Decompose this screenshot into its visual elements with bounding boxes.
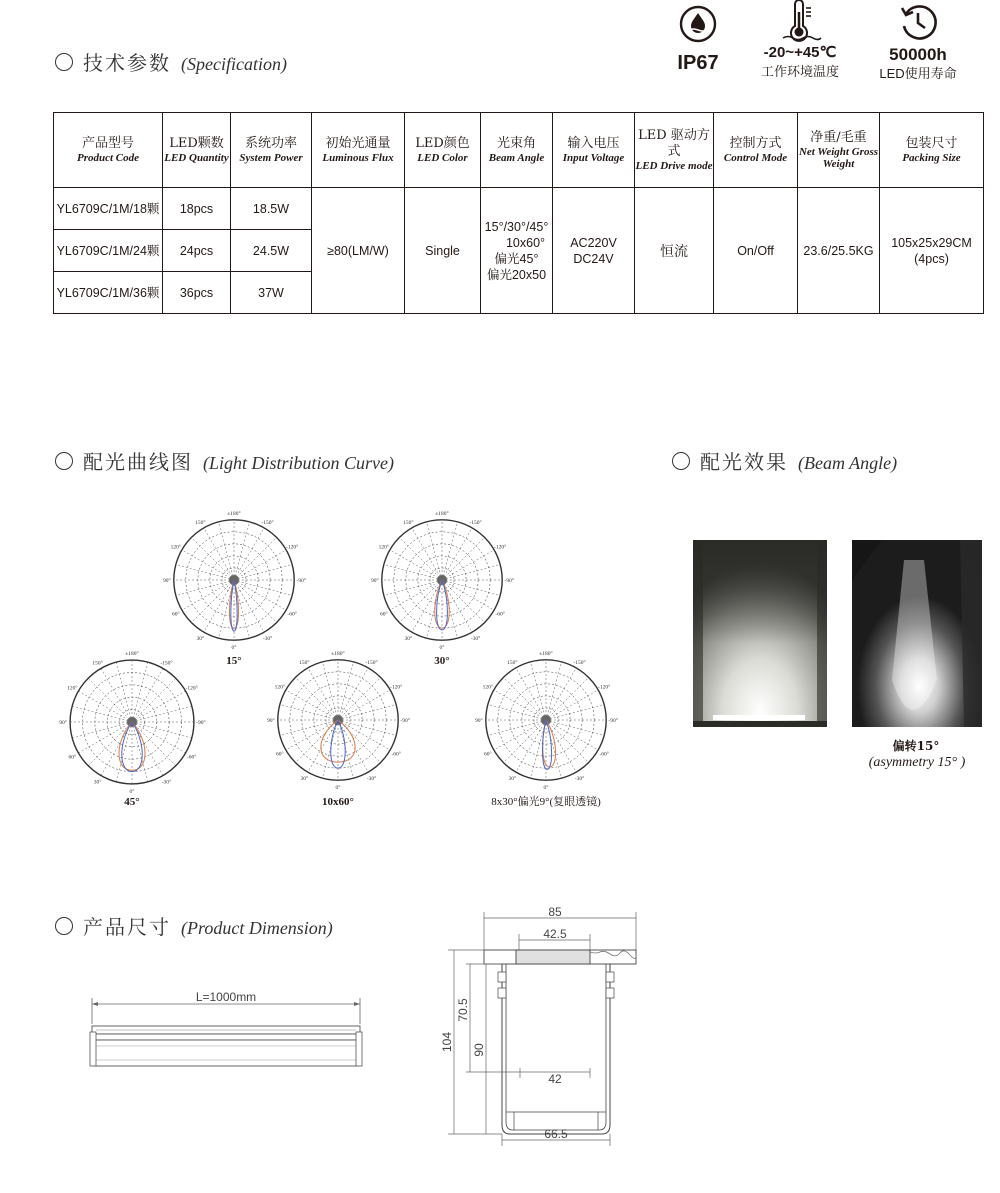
polar-spoke: [390, 580, 442, 610]
polar-spoke: [234, 580, 286, 610]
polar-tick-label: 0°: [543, 785, 549, 792]
side-view-drawing: [86, 988, 366, 1072]
header-weight: 净重/毛重 Net Weight Gross Weight: [798, 113, 880, 188]
polar-spoke: [503, 677, 546, 720]
polar-spoke: [384, 580, 442, 596]
temperature-badge: [750, 0, 850, 80]
polar-spoke: [234, 550, 286, 580]
clock-icon: [898, 2, 938, 42]
polar-spoke: [412, 528, 442, 580]
top-width-label: 85: [548, 905, 562, 919]
polar-tick-label: 120°: [378, 544, 390, 551]
polar-grid: [164, 510, 304, 650]
polar-spoke: [116, 722, 132, 782]
polar-spoke: [546, 690, 598, 720]
polar-tick-label: 60°: [379, 611, 388, 618]
polar-tick-label: -120°: [185, 685, 198, 692]
beam-caption-en: (asymmetry 15° ): [868, 755, 966, 770]
section-bullet-icon: [55, 53, 73, 71]
polar-tick-label: 60°: [171, 611, 180, 618]
polar-tick-label: 30°: [93, 779, 102, 786]
polar-spoke: [286, 690, 338, 720]
polar-spoke: [338, 668, 368, 720]
header-product-code: 产品型号 Product Code: [54, 113, 163, 188]
ip-badge: [670, 4, 726, 74]
polar-spoke: [191, 580, 234, 623]
polar-spoke: [132, 691, 186, 722]
polar-tick-label: 60°: [275, 751, 284, 758]
header-luminous-flux: 初始光通量 Luminous Flux: [312, 113, 405, 188]
polar-spoke: [442, 550, 494, 580]
polar-spoke: [384, 564, 442, 580]
polar-spoke: [322, 662, 338, 720]
temperature-label: 工作环境温度: [760, 64, 839, 79]
polar-spoke: [295, 677, 338, 720]
cell-qty: 36pcs: [163, 272, 231, 314]
section-bullet-icon: [672, 452, 690, 470]
header-led-color: LED颜色 LED Color: [405, 113, 481, 188]
cell-weight: 23.6/25.5KG: [798, 188, 880, 314]
polar-spoke: [182, 580, 234, 610]
polar-tick-label: 120°: [67, 685, 78, 692]
polar-spoke: [338, 677, 381, 720]
polar-spoke: [488, 704, 546, 720]
cross-section-drawing: [440, 900, 640, 1150]
header-system-power: 系统功率 System Power: [231, 113, 312, 188]
beam-section-title: 配光效果 (Beam Angle): [672, 446, 897, 475]
inner-top-label: 42.5: [543, 927, 567, 941]
polar-spoke: [442, 522, 458, 580]
polar-tick-label: -60°: [391, 751, 401, 758]
polar-spoke: [546, 662, 562, 720]
polar-chart-10x60: [268, 650, 408, 790]
cell-code: YL6709C/1M/36颗: [54, 272, 163, 314]
polar-tick-label: -30°: [574, 776, 585, 783]
cell-power: 24.5W: [231, 230, 312, 272]
polar-grid: [372, 510, 512, 650]
curve-section-title: 配光曲线图 (Light Distribution Curve): [55, 446, 394, 475]
polar-tick-label: ±180°: [227, 510, 241, 517]
polar-tick-label: 150°: [92, 660, 103, 667]
polar-tick-label: 150°: [299, 659, 310, 666]
polar-tick-label: 150°: [507, 659, 518, 666]
polar-spoke: [286, 720, 338, 750]
polar-grid: [60, 650, 204, 794]
polar-tick-label: 30°: [196, 636, 205, 643]
polar-spoke: [442, 528, 472, 580]
polar-tick-label: 150°: [195, 519, 206, 526]
polar-spoke: [234, 522, 250, 580]
polar-tick-label: -30°: [262, 636, 273, 643]
header-drive-mode: LED 驱动方式 LED Drive mode: [635, 113, 714, 188]
polar-spoke: [234, 564, 292, 580]
polar-spoke: [399, 537, 442, 580]
polar-tick-label: -90°: [196, 720, 206, 726]
total-height-label: 104: [440, 1031, 454, 1053]
polar-spoke: [308, 668, 338, 720]
polar-tick-label: 0°: [439, 645, 445, 652]
polar-chart-45: [60, 650, 204, 794]
polar-tick-label: -120°: [494, 544, 507, 551]
polar-tick-label: 150°: [403, 519, 414, 526]
table-row: [54, 188, 984, 230]
polar-spoke: [88, 678, 132, 722]
temperature-range: -20~+45℃: [763, 44, 837, 61]
polar-tick-label: -150°: [573, 659, 586, 666]
spec-table: [53, 112, 984, 314]
polar-spoke: [88, 722, 132, 766]
cell-color: Single: [405, 188, 481, 314]
polar-spoke: [322, 720, 338, 778]
water-drop-icon: [678, 4, 718, 44]
header-input-voltage: 输入电压 Input Voltage: [553, 113, 635, 188]
beam-effect-photo-asymmetric: [852, 540, 982, 727]
polar-spoke: [338, 662, 354, 720]
polar-spoke: [191, 537, 234, 580]
cell-beam-angle: 15°/30°/45° 10x60° 偏光45° 偏光20x50: [481, 188, 553, 314]
polar-spoke: [280, 704, 338, 720]
polar-spoke: [546, 677, 589, 720]
polar-spoke: [530, 662, 546, 720]
polar-tick-label: 90°: [474, 718, 483, 724]
polar-tick-label: 120°: [482, 684, 494, 691]
polar-spoke: [101, 668, 132, 722]
polar-tick-label: -60°: [287, 611, 297, 618]
beam-caption-cn: 偏转15°: [892, 739, 940, 753]
polar-tick-label: -120°: [390, 684, 403, 691]
polar-spoke: [78, 691, 132, 722]
header-control-mode: 控制方式 Control Mode: [714, 113, 798, 188]
spec-section-title: 技术参数 (Specification): [55, 47, 287, 76]
polar-spoke: [204, 528, 234, 580]
polar-tick-label: -60°: [599, 751, 609, 758]
polar-tick-label: 120°: [274, 684, 286, 691]
polar-spoke: [182, 550, 234, 580]
lifetime-badge: [868, 2, 968, 82]
polar-tick-label: -150°: [261, 519, 274, 526]
cell-code: YL6709C/1M/24颗: [54, 230, 163, 272]
polar-spoke: [338, 720, 354, 778]
cell-voltage: AC220V DC24V: [553, 188, 635, 314]
cell-packing: 105x25x29CM (4pcs): [880, 188, 984, 314]
polar-tick-label: -60°: [495, 611, 505, 618]
polar-spoke: [132, 668, 163, 722]
polar-tick-label: -30°: [161, 779, 172, 786]
polar-tick-label: 30°: [508, 776, 517, 783]
lifetime-hours: 50000h: [889, 45, 947, 64]
polar-spoke: [132, 722, 148, 782]
polar-spoke: [338, 720, 368, 772]
cell-control: On/Off: [714, 188, 798, 314]
polar-tick-label: ±180°: [331, 650, 345, 657]
header-beam-angle: 光束角 Beam Angle: [481, 113, 553, 188]
polar-spoke: [308, 720, 338, 772]
polar-spoke: [546, 704, 604, 720]
polar-chart-15: [164, 510, 304, 650]
polar-tick-label: 0°: [335, 785, 341, 792]
polar-tick-label: -30°: [366, 776, 377, 783]
section-bullet-icon: [55, 917, 73, 935]
inner-bottom-label: 42: [548, 1072, 562, 1086]
header-led-quantity: LED颗数 LED Quantity: [163, 113, 231, 188]
section-bullet-icon: [55, 452, 73, 470]
cell-qty: 24pcs: [163, 230, 231, 272]
polar-spoke: [132, 722, 176, 766]
polar-spoke: [546, 668, 576, 720]
polar-tick-label: 30°: [404, 636, 413, 643]
polar-spoke: [234, 537, 277, 580]
polar-tick-label: -90°: [296, 578, 306, 584]
polar-spoke: [176, 564, 234, 580]
polar-spoke: [503, 720, 546, 763]
polar-spoke: [546, 720, 598, 750]
polar-tick-label: -120°: [286, 544, 299, 551]
polar-grid: [268, 650, 408, 790]
polar-spoke: [488, 720, 546, 736]
beam-effect-photo-front: [693, 540, 827, 727]
polar-spoke: [494, 690, 546, 720]
polar-spoke: [516, 668, 546, 720]
polar-spoke: [426, 522, 442, 580]
polar-tick-label: 0°: [231, 645, 237, 652]
polar-tick-label: 60°: [68, 754, 77, 761]
polar-tick-label: 90°: [162, 578, 171, 584]
header-packing-size: 包装尺寸 Packing Size: [880, 113, 984, 188]
polar-tick-label: 90°: [59, 720, 67, 726]
polar-spoke: [132, 678, 176, 722]
polar-spoke: [72, 706, 132, 722]
polar-spoke: [516, 720, 546, 772]
polar-tick-label: ±180°: [125, 651, 139, 658]
dimension-section-title: 产品尺寸 (Product Dimension): [55, 911, 333, 940]
polar-spoke: [390, 550, 442, 580]
polar-tick-label: 90°: [266, 718, 275, 724]
polar-tick-label: -150°: [160, 660, 173, 667]
polar-spoke: [132, 662, 148, 722]
ip-rating: IP67: [677, 52, 719, 74]
polar-tick-label: -30°: [470, 636, 481, 643]
polar-spoke: [442, 580, 494, 610]
polar-tick-label: -90°: [504, 578, 514, 584]
cell-drive: 恒流: [635, 188, 714, 314]
polar-spoke: [116, 662, 132, 722]
polar-spoke: [338, 690, 390, 720]
polar-spoke: [218, 522, 234, 580]
polar-spoke: [176, 580, 234, 596]
cell-flux: ≥80(LM/W): [312, 188, 405, 314]
polar-spoke: [442, 580, 500, 596]
polar-grid: [476, 650, 616, 790]
polar-chart-8x30: [476, 650, 616, 790]
polar-spoke: [234, 580, 277, 623]
polar-tick-label: 30°: [300, 776, 309, 783]
polar-tick-label: -60°: [186, 754, 197, 761]
polar-tick-label: 60°: [483, 751, 492, 758]
curve-label-45: 45°: [124, 796, 140, 808]
polar-tick-label: 120°: [170, 544, 182, 551]
polar-spoke: [442, 564, 500, 580]
cell-qty: 18pcs: [163, 188, 231, 230]
upper-height-label: 70.5: [456, 998, 470, 1022]
polar-spoke: [338, 720, 390, 750]
polar-tick-label: -120°: [598, 684, 611, 691]
cell-power: 37W: [231, 272, 312, 314]
curve-label-30: 30°: [434, 655, 450, 667]
polar-tick-label: -90°: [400, 718, 410, 724]
thermometer-icon: [780, 0, 820, 42]
polar-tick-label: -90°: [608, 718, 618, 724]
curve-label-10x60: 10x60°: [322, 796, 354, 808]
polar-tick-label: 0°: [129, 788, 135, 795]
cell-code: YL6709C/1M/18颗: [54, 188, 163, 230]
polar-tick-label: -150°: [469, 519, 482, 526]
spec-header-row: [54, 113, 984, 188]
polar-tick-label: ±180°: [539, 650, 553, 657]
polar-spoke: [494, 720, 546, 750]
inner-height-label: 90: [472, 1043, 486, 1057]
polar-chart-30: [372, 510, 512, 650]
bottom-width-label: 66.5: [544, 1127, 568, 1141]
polar-tick-label: 90°: [370, 578, 379, 584]
curve-label-15: 15°: [226, 655, 242, 667]
lifetime-label: LED使用寿命: [879, 66, 957, 81]
polar-spoke: [546, 720, 604, 736]
polar-spoke: [234, 528, 264, 580]
length-label: L=1000mm: [195, 990, 257, 1004]
polar-spoke: [442, 537, 485, 580]
polar-tick-label: ±180°: [435, 510, 449, 517]
polar-spoke: [546, 720, 589, 763]
polar-spoke: [338, 704, 396, 720]
curve-label-8x30: 8x30°偏光9°(复眼透镜): [491, 796, 601, 808]
polar-spoke: [234, 580, 292, 596]
polar-spoke: [132, 706, 192, 722]
polar-tick-label: -150°: [365, 659, 378, 666]
cell-power: 18.5W: [231, 188, 312, 230]
